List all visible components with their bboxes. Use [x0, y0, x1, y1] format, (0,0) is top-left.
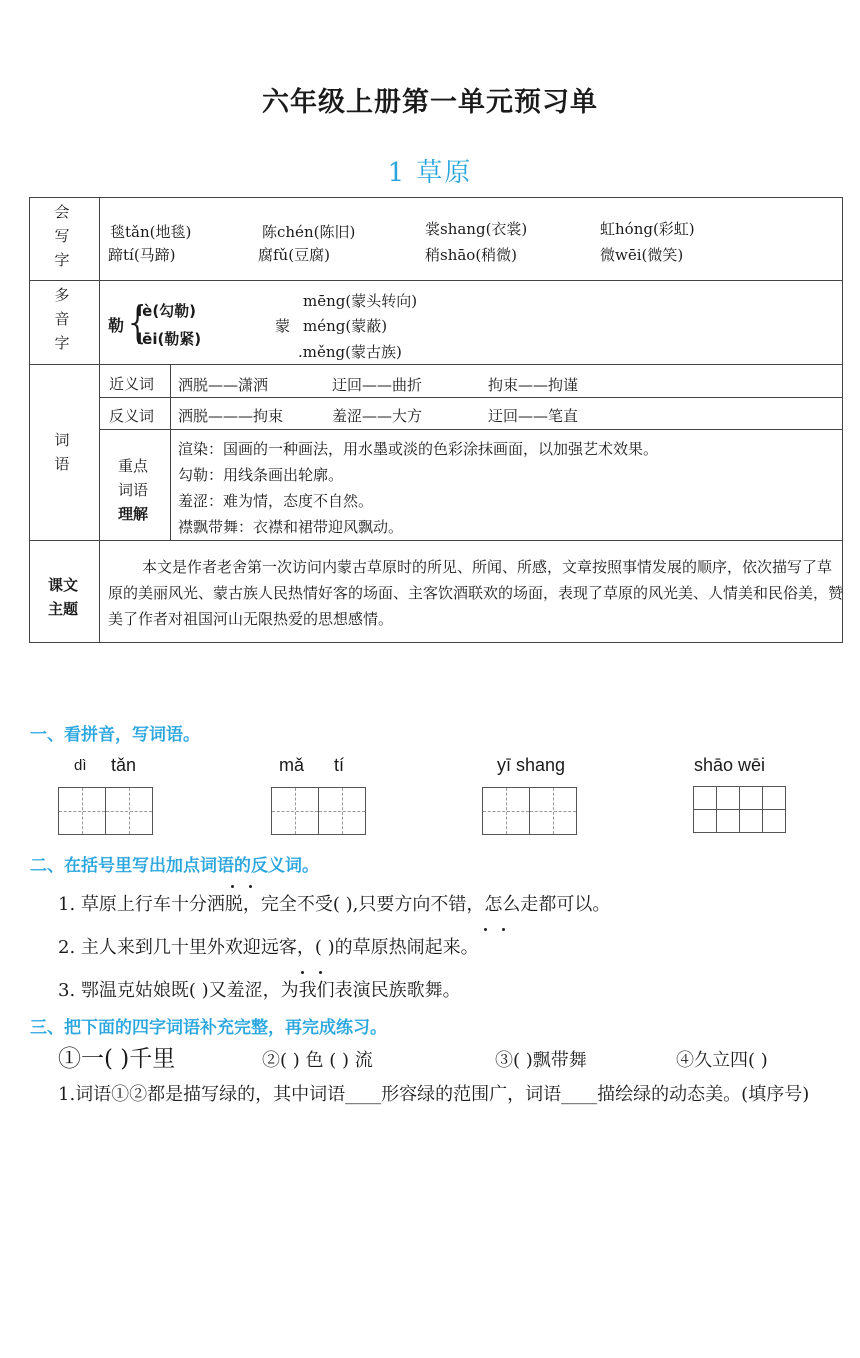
le-char: 勒 [108, 316, 125, 335]
key-word-definition: 勾勒：用线条画出轮廓。 [178, 466, 344, 484]
section-2-title: 二、在括号里写出加点词语的反义词。 [30, 856, 319, 876]
write-char: 毯tǎn(地毯) [110, 223, 192, 241]
pinyin: tí [334, 755, 345, 775]
exercise: 1.词语①②都是描写绿的，其中词语____形容绿的范围广，词语____描绘绿的动态美。(填序号) [58, 1084, 810, 1105]
idiom: ④久立四( ) [676, 1050, 768, 1071]
question: 3. 鄂温克姑娘既( )又羞涩，为我们表演民族歌舞。 [58, 980, 461, 1001]
writing-grid[interactable] [271, 787, 366, 835]
pinyin: shāo wēi [694, 755, 766, 775]
emphasis-dot [484, 928, 487, 931]
pinyin: mǎ [279, 755, 305, 775]
words-label: 词语 [54, 431, 70, 473]
pinyin: dì [74, 757, 87, 774]
emphasis-dot [249, 885, 252, 888]
theme-label: 主题 [48, 600, 79, 618]
le-reading: lēi(勒紧) [137, 330, 202, 348]
polyphone-label: 多音字 [54, 286, 70, 352]
le-reading: lè(勾勒) [137, 302, 197, 320]
idiom: ③( )飘带舞 [495, 1050, 587, 1071]
antonym-label: 反义词 [109, 407, 155, 425]
synonym: 拘束——拘谨 [488, 376, 579, 394]
theme-label: 课文 [48, 576, 79, 594]
emphasis-dot [502, 928, 505, 931]
section-1-title: 一、看拼音，写词语。 [30, 725, 200, 745]
write-char: 陈chén(陈旧) [262, 223, 356, 241]
write-char: 裳shang(衣裳) [425, 220, 528, 238]
brace-icon: { [124, 297, 152, 348]
key-word-definition: 襟飘带舞：衣襟和裙带迎风飘动。 [178, 518, 404, 536]
page-title: 六年级上册第一单元预习单 [262, 87, 598, 118]
key-words-label: 词语 [118, 481, 149, 499]
meng-reading: .měng(蒙古族) [298, 343, 402, 361]
antonym: 迂回——笔直 [488, 407, 579, 425]
emphasis-dot [319, 971, 322, 974]
antonym: 洒脱———拘束 [178, 407, 284, 425]
key-words-label: 理解 [118, 505, 149, 523]
writing-grid[interactable] [693, 786, 786, 833]
write-char: 蹄tí(马蹄) [108, 246, 176, 264]
meng-reading: mēng(蒙头转向) [303, 292, 418, 310]
write-char: 腐fǔ(豆腐) [258, 246, 330, 264]
question: 2. 主人来到几十里外欢迎远客，( )的草原热闹起来。 [58, 937, 479, 958]
write-char: 稍shāo(稍微) [425, 246, 518, 264]
synonym: 洒脱——潇洒 [178, 376, 269, 394]
emphasis-dot [231, 885, 234, 888]
write-chars-label: 会写字 [54, 203, 70, 269]
writing-grid[interactable] [58, 787, 153, 835]
pinyin: yī shang [497, 755, 566, 775]
section-3-title: 三、把下面的四字词语补充完整，再完成练习。 [30, 1018, 387, 1038]
key-word-definition: 渲染：国画的一种画法，用水墨或淡的色彩涂抹画面，以加强艺术效果。 [178, 440, 659, 458]
key-word-definition: 羞涩：难为情，态度不自然。 [178, 492, 374, 510]
idiom: ①一( )千里 [58, 1046, 176, 1072]
question: 1. 草原上行车十分洒脱，完全不受( ),只要方向不错，怎么走都可以。 [58, 894, 611, 915]
idiom: ②( ) 色 ( ) 流 [262, 1050, 373, 1071]
write-char: 虹hóng(彩虹) [600, 220, 695, 238]
pinyin: tǎn [111, 755, 137, 775]
lesson-title: 1 草原 [387, 158, 473, 188]
synonym-label: 近义词 [109, 375, 155, 393]
meng-reading: méng(蒙蔽) [303, 317, 388, 335]
antonym: 羞涩——大方 [332, 407, 423, 425]
write-char: 微wēi(微笑) [600, 246, 684, 264]
key-words-label: 重点 [118, 457, 149, 475]
meng-char: 蒙 [275, 317, 291, 335]
emphasis-dot [301, 971, 304, 974]
synonym: 迂回——曲折 [332, 376, 423, 394]
theme-text: 本文是作者老舍第一次访问内蒙古草原时的所见、所闻、所感，文章按照事情发展的顺序，依次描写了草原的美丽风光、蒙古族人民热情好客的场面、主客饮酒联欢的场面，表现了草原的风光美、人情美和民俗美，赞美了作者对祖国河山无限热爱的思想感情。 [108, 558, 844, 628]
writing-grid[interactable] [482, 787, 577, 835]
